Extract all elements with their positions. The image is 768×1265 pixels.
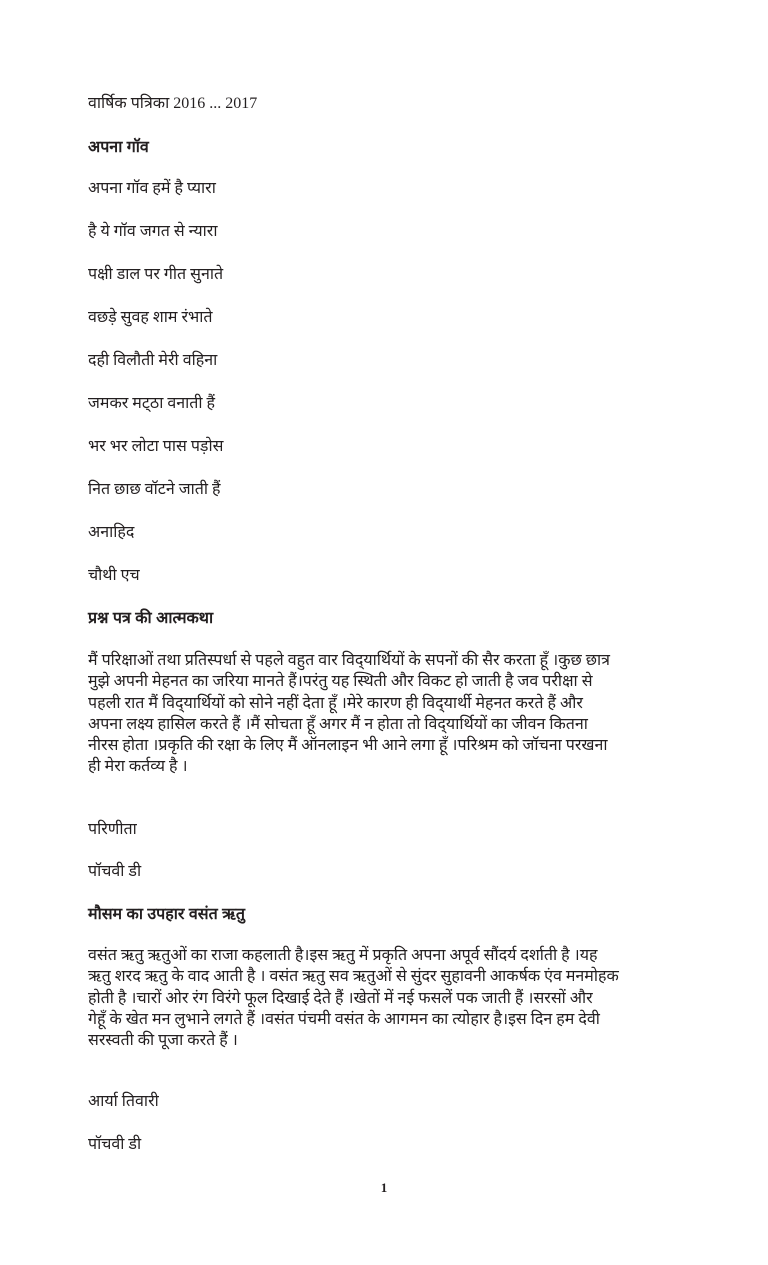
poem-line: अपना गॉव हमें है प्यारा: [88, 180, 216, 197]
essay1-line: मैं परिक्षाओं तथा प्रतिस्पर्धा से पहले वहुत वार विद्‌यार्थियों के सपनों की सैर करता हूँ ।कुछ छात्र: [88, 652, 610, 669]
poem-class: चौथी एच: [88, 567, 140, 584]
poem-line: वछड़े सुवह शाम रंभाते: [88, 309, 213, 326]
poem-line: जमकर मट्‌ठा वनाती हैं: [88, 395, 216, 412]
essay2-line: वसंत ऋतु ऋतुओं का राजा कहलाती है।इस ऋतु में प्रकृति अपना अपूर्व सौंदर्य दर्शाती है ।यह: [88, 947, 598, 964]
essay1-body: [88, 650, 688, 778]
essay1-class: पॉचवी डी: [88, 863, 142, 880]
poem-line: है ये गॉव जगत से न्यारा: [88, 223, 218, 240]
essay1-line: पहली रात मैं विद्‌यार्थियों को सोने नहीं देता हूँ ।मेरे कारण ही विद्‌यार्थी मेहनत करते हैं और: [88, 694, 583, 712]
essay2-title: मौसम का उपहार वसंत ऋतु: [88, 906, 245, 923]
essay1-title: प्रश्न पत्र की आत्मकथा: [88, 610, 214, 627]
essay1-line: मुझे अपनी मेहनत का जरिया मानते हैं।परंतु यह स्थिती और विकट हो जाती है जव परीक्षा से: [88, 673, 593, 691]
essay2-author: आर्या तिवारी: [88, 1093, 159, 1110]
essay2-body: [88, 945, 688, 1051]
essay2-class: पॉचवी डी: [88, 1136, 142, 1153]
poem-line: पक्षी डाल पर गीत सुनाते: [88, 266, 224, 283]
essay1-line: ही मेरा कर्तव्य है ।: [88, 758, 188, 776]
poem-line: नित छाछ वॉटने जाती हैं: [88, 481, 221, 498]
document-title: वार्षिक पत्रिका 2016 ... 2017: [88, 95, 258, 112]
page-number: 1: [380, 1180, 388, 1195]
essay2-line: होती है ।चारों ओर रंग विरंगे फूल दिखाई देते हैं ।खेतों में नई फसलें पक जाती हैं ।सरसों और: [88, 989, 593, 1007]
poem-title: अपना गॉव: [88, 139, 149, 156]
poem-author: अनाहिद: [88, 524, 135, 541]
essay2-line: गेहूँ के खेत मन लुभाने लगते हैं ।वसंत पंचमी वसंत के आगमन का त्योहार है।इस दिन हम देवी: [88, 1010, 600, 1028]
essay2-line: ऋतु शरद ऋतु के वाद आती है । वसंत ऋतु सव ऋतुओं से सुंदर सुहावनी आकर्षक एंव मनमोहक: [88, 968, 619, 986]
essay2-line: सरस्वती की पूजा करते हैं ।: [88, 1032, 238, 1050]
poem-line: भर भर लोटा पास पड़ोस: [88, 438, 224, 455]
essay1-line: नीरस होता ।प्रकृति की रक्षा के लिए मैं ऑनलाइन भी आने लगा हूँ ।परिश्रम को जॉचना परखना: [88, 737, 608, 755]
essay1-author: परिणीता: [88, 821, 137, 838]
poem-line: दही विलौती मेरी वहिना: [88, 352, 218, 369]
essay1-line: अपना लक्ष्य हासिल करते हैं ।मैं सोचता हूँ अगर मैं न होता तो विद्‌यार्थियों का जीवन कितना: [88, 715, 588, 733]
